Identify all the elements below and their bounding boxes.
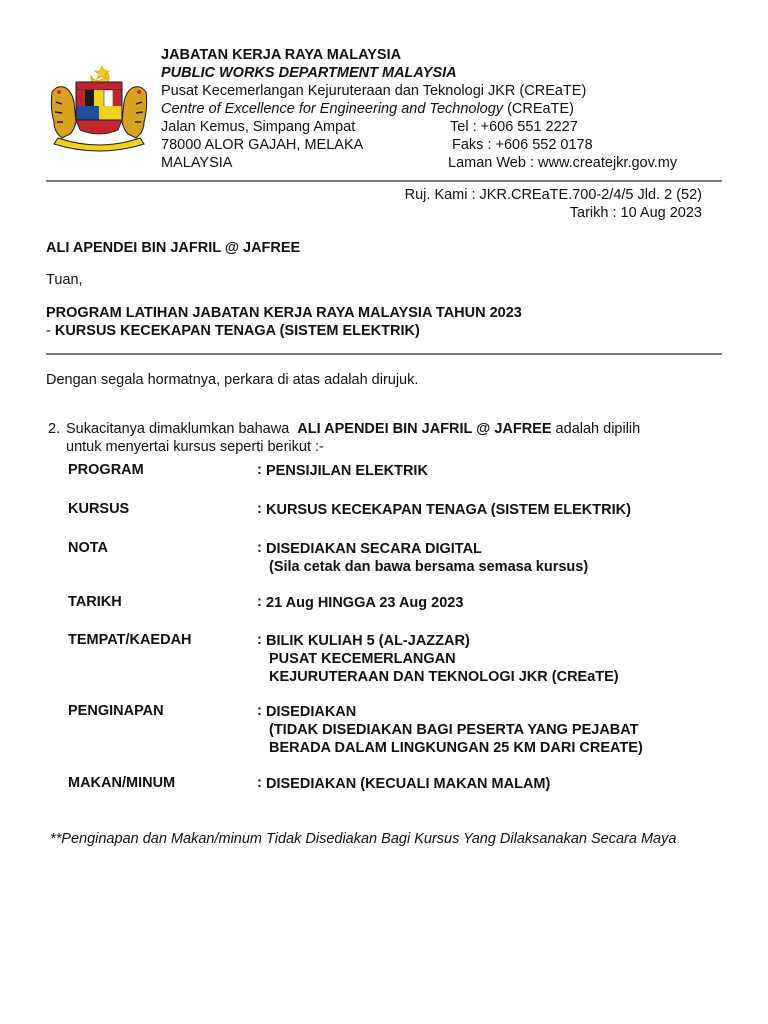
address-line-3: MALAYSIA xyxy=(161,155,233,171)
value-makan: DISEDIAKAN (KECUALI MAKAN MALAM) xyxy=(266,776,551,792)
paragraph-2-text-b: adalah dipilih xyxy=(551,421,641,437)
value-penginapan-line-1: DISEDIAKAN xyxy=(266,704,357,720)
value-tempat xyxy=(266,632,619,686)
colon: : xyxy=(257,775,262,791)
footnote: **Penginapan dan Makan/minum Tidak Disediakan Bagi Kursus Yang Dilaksanakan Secara Maya xyxy=(50,831,677,847)
subject-line-1: PROGRAM LATIHAN JABATAN KERJA RAYA MALAYSIA TAHUN 2023 xyxy=(46,305,522,321)
value-penginapan-line-3: BERADA DALAM LINGKUNGAN 25 KM DARI CREATE) xyxy=(269,740,643,756)
value-kursus: KURSUS KECEKAPAN TENAGA (SISTEM ELEKTRIK) xyxy=(266,502,631,518)
label-penginapan: PENGINAPAN xyxy=(68,703,164,719)
value-tempat-line-3: KEJURUTERAAN DAN TEKNOLOGI JKR (CREaTE) xyxy=(269,669,619,685)
value-nota-line-2: (Sila cetak dan bawa bersama semasa kursus) xyxy=(269,559,589,575)
address-line-1: Jalan Kemus, Simpang Ampat xyxy=(161,119,356,135)
value-penginapan xyxy=(266,703,643,757)
centre-name-en-suffix: (CREaTE) xyxy=(503,101,574,117)
colon: : xyxy=(257,703,262,719)
paragraph-2-name: ALI APENDEI BIN JAFRIL @ JAFREE xyxy=(297,421,552,437)
address-line-2: 78000 ALOR GAJAH, MELAKA xyxy=(161,137,364,153)
colon: : xyxy=(257,462,262,478)
paragraph-2-text-a: Sukacitanya dimaklumkan bahawa xyxy=(66,421,294,437)
label-tarikh: TARIKH xyxy=(68,594,122,610)
value-program: PENSIJILAN ELEKTRIK xyxy=(266,463,428,479)
colon: : xyxy=(257,632,262,648)
centre-name-en-italic: Centre of Excellence for Engineering and Technology xyxy=(161,101,504,117)
letter-date: Tarikh : 10 Aug 2023 xyxy=(569,205,702,221)
label-kursus: KURSUS xyxy=(68,501,130,517)
label-program: PROGRAM xyxy=(68,462,144,478)
website: Laman Web : www.createjkr.gov.my xyxy=(448,155,678,171)
header-divider xyxy=(46,180,722,182)
subject-dash: - xyxy=(46,323,55,339)
jkr-crest-logo xyxy=(44,62,154,152)
value-nota xyxy=(266,540,588,576)
org-name-en: PUBLIC WORKS DEPARTMENT MALAYSIA xyxy=(161,65,457,81)
paragraph-2-line-1 xyxy=(66,421,640,438)
centre-name: Pusat Kecemerlangan Kejuruteraan dan Teknologi JKR (CREaTE) xyxy=(161,83,587,99)
value-tarikh: 21 Aug HINGGA 23 Aug 2023 xyxy=(266,595,464,611)
value-nota-line-1: DISEDIAKAN SECARA DIGITAL xyxy=(266,541,482,557)
subject-course: KURSUS KECEKAPAN TENAGA (SISTEM ELEKTRIK) xyxy=(54,323,420,339)
paragraph-2-line-2: untuk menyertai kursus seperti berikut :- xyxy=(66,439,324,455)
tel-number: Tel : +606 551 2227 xyxy=(450,119,578,135)
centre-name-en xyxy=(161,101,574,118)
colon: : xyxy=(257,540,262,556)
org-name: JABATAN KERJA RAYA MALAYSIA xyxy=(161,47,402,63)
label-nota: NOTA xyxy=(68,540,109,556)
subject-divider xyxy=(46,353,722,355)
subject-line-2 xyxy=(46,323,420,340)
salutation: Tuan, xyxy=(46,272,83,288)
value-tempat-line-2: PUSAT KECEMERLANGAN xyxy=(269,651,456,667)
colon: : xyxy=(257,501,262,517)
reference-number: Ruj. Kami : JKR.CREaTE.700-2/4/5 Jld. 2 (52) xyxy=(404,187,702,203)
fax-number: Faks : +606 552 0178 xyxy=(452,137,593,153)
label-tempat: TEMPAT/KAEDAH xyxy=(68,632,192,648)
colon: : xyxy=(257,594,262,610)
value-tempat-line-1: BILIK KULIAH 5 (AL-JAZZAR) xyxy=(266,633,470,649)
paragraph-2-number: 2. xyxy=(48,421,61,437)
paragraph-1: Dengan segala hormatnya, perkara di atas adalah dirujuk. xyxy=(46,372,419,388)
recipient-name: ALI APENDEI BIN JAFRIL @ JAFREE xyxy=(46,240,301,256)
value-penginapan-line-2: (TIDAK DISEDIAKAN BAGI PESERTA YANG PEJABAT xyxy=(269,722,639,738)
label-makan: MAKAN/MINUM xyxy=(68,775,176,791)
